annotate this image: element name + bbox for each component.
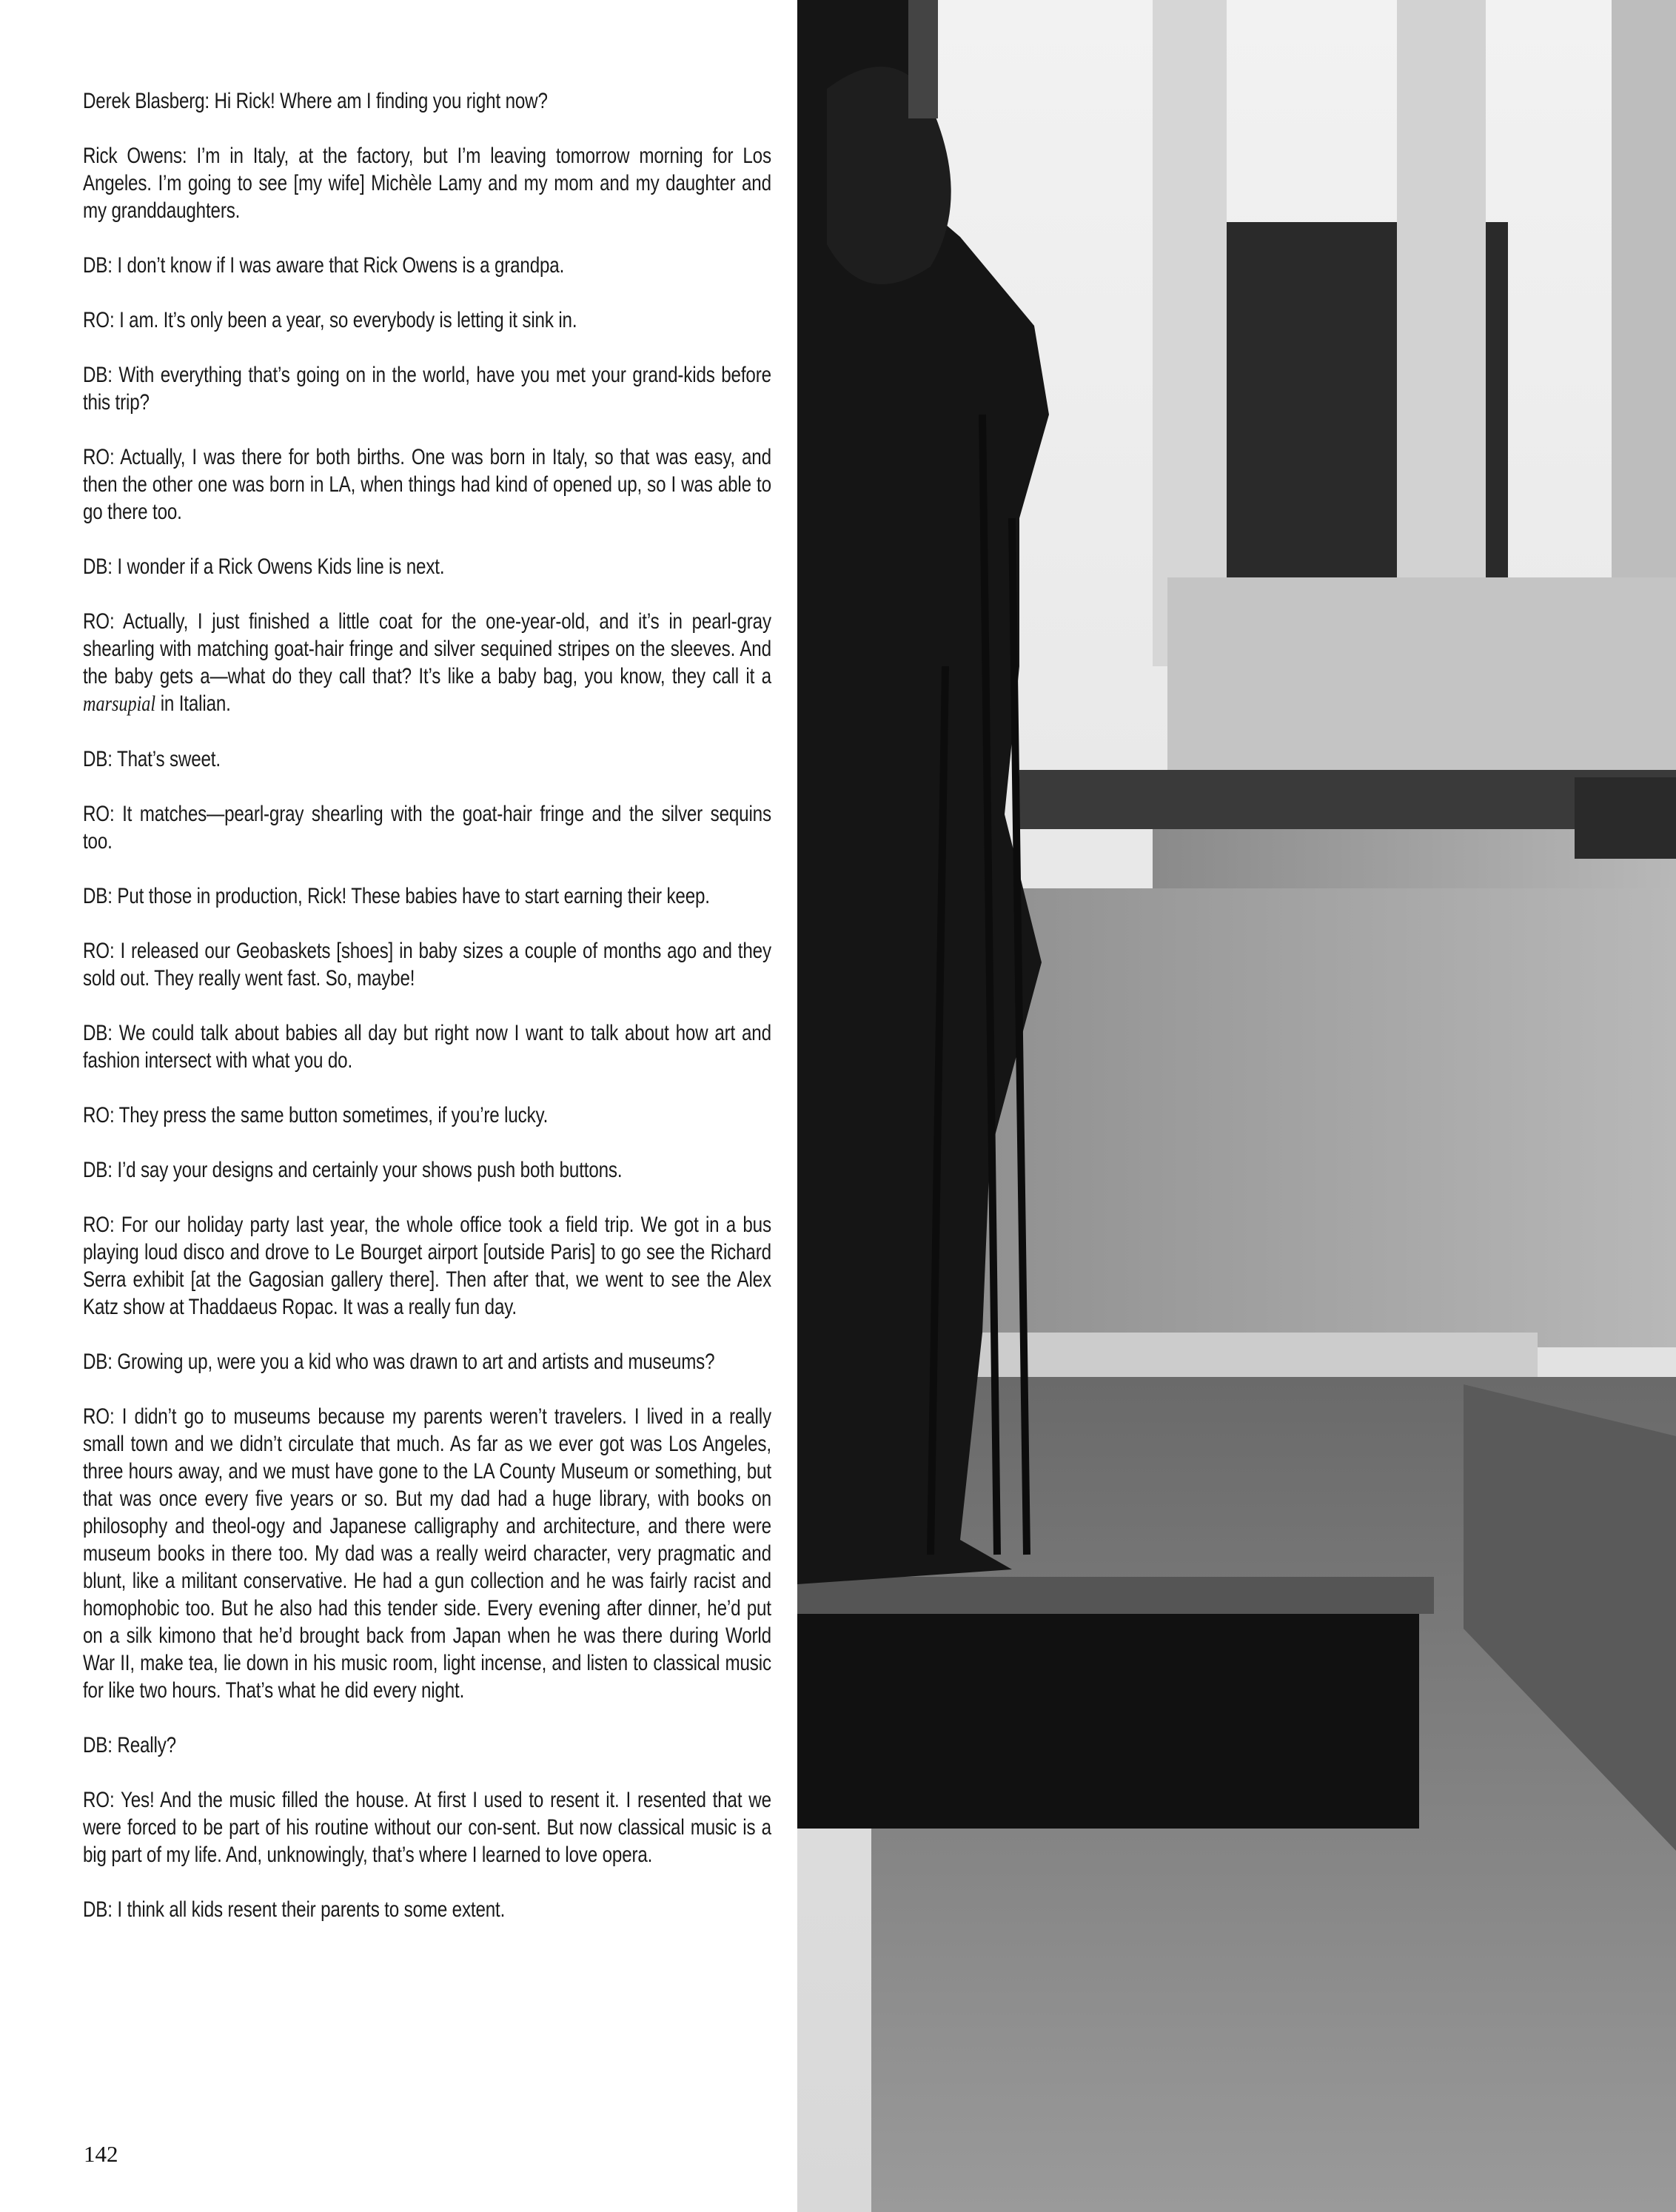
interview-paragraph: RO: For our holiday party last year, the whole office took a field trip. We got in a bus playing loud disco and drove to Le Bourget airport [outside Paris] to go see the Richard Serra exhibit [at the Gagosian gallery there]. Then after that, we went to see the Alex Katz show at Thaddaeus Ropac. It was a really fun day. <box>83 1213 771 1319</box>
sculpture-photo <box>797 0 1676 2212</box>
italic-term: marsupial <box>83 692 156 716</box>
interview-paragraph: Rick Owens: I’m in Italy, at the factory, but I’m leaving tomorrow morning for Los Angeles. I’m going to see [my wife] Michèle Lamy and my mom and my daughter and my granddaughters. <box>83 144 771 223</box>
interview-paragraph: RO: They press the same button sometimes, if you’re lucky. <box>83 1103 549 1127</box>
interview-paragraph: DB: We could talk about babies all day but right now I want to talk about how art and fashion intersect with what you do. <box>83 1021 771 1073</box>
interview-text-column <box>83 87 771 1951</box>
interview-paragraph: DB: I’d say your designs and certainly your shows push both buttons. <box>83 1158 623 1182</box>
interview-paragraph: RO: I didn’t go to museums because my parents weren’t travelers. I lived in a really small town and we didn’t circulate that much. As far as we ever got was Los Angeles, three hours away, and we must have gone to the LA County Museum or something, but that was once every five years or so. But my dad had a huge library, with books on philosophy and theol-ogy and Japanese calligraphy and architecture, and there were museum books in there too. My dad was a really weird character, very pragmatic and blunt, like a militant conservative. He had a gun collection and he was fairly racist and homophobic too. But he also had this tender side. Every evening after dinner, he’d put on a silk kimono that he’d brought back from Japan when he was there during World War II, make tea, lie down in his music room, light incense, and listen to classical music for like two hours. That’s what he did every night. <box>83 1404 771 1703</box>
interview-paragraph: RO: Actually, I was there for both births. One was born in Italy, so that was easy, and then the other one was born in LA, when things had kind of opened up, so I was able to go there too. <box>83 445 771 524</box>
interview-paragraph: DB: I don’t know if I was aware that Rick Owens is a grandpa. <box>83 253 565 278</box>
interview-paragraph: DB: Put those in production, Rick! These babies have to start earning their keep. <box>83 884 710 908</box>
interview-paragraph: RO: I am. It’s only been a year, so everybody is letting it sink in. <box>83 308 577 332</box>
page-number: 142 <box>84 2141 118 2167</box>
interview-paragraph: DB: Growing up, were you a kid who was drawn to art and artists and museums? <box>83 1350 715 1374</box>
interview-paragraph: DB: With everything that’s going on in the world, have you met your grand-kids before this trip? <box>83 363 771 415</box>
interview-paragraph: RO: Yes! And the music filled the house. At first I used to resent it. I resented that we were forced to be part of his routine without our con-sent. But now classical music is a big part of my life. And, unknowingly, that’s where I learned to love opera. <box>83 1788 771 1867</box>
interview-paragraph: RO: I released our Geobaskets [shoes] in baby sizes a couple of months ago and they sold out. They really went fast. So, maybe! <box>83 939 771 991</box>
interview-paragraph <box>83 608 771 718</box>
paragraph-text: in Italian. <box>155 691 231 716</box>
interview-paragraph: Derek Blasberg: Hi Rick! Where am I finding you right now? <box>83 89 548 113</box>
interview-paragraph: DB: I wonder if a Rick Owens Kids line is next. <box>83 554 445 579</box>
paragraph-text: RO: Actually, I just finished a little coat for the one-year-old, and it’s in pearl-gray shearling with matching goat-hair fringe and silver sequined stripes on the sleeves. And the baby gets a—what do they call that? It’s like a baby bag, you know, they call it a <box>83 609 771 688</box>
sculpture-photo-icon <box>797 0 1676 2212</box>
interview-paragraph: DB: I think all kids resent their parents to some extent. <box>83 1897 506 1922</box>
interview-paragraph: DB: That’s sweet. <box>83 747 221 771</box>
interview-paragraph: RO: It matches—pearl-gray shearling with the goat-hair fringe and the silver sequins too. <box>83 802 771 854</box>
interview-paragraph: DB: Really? <box>83 1733 176 1757</box>
